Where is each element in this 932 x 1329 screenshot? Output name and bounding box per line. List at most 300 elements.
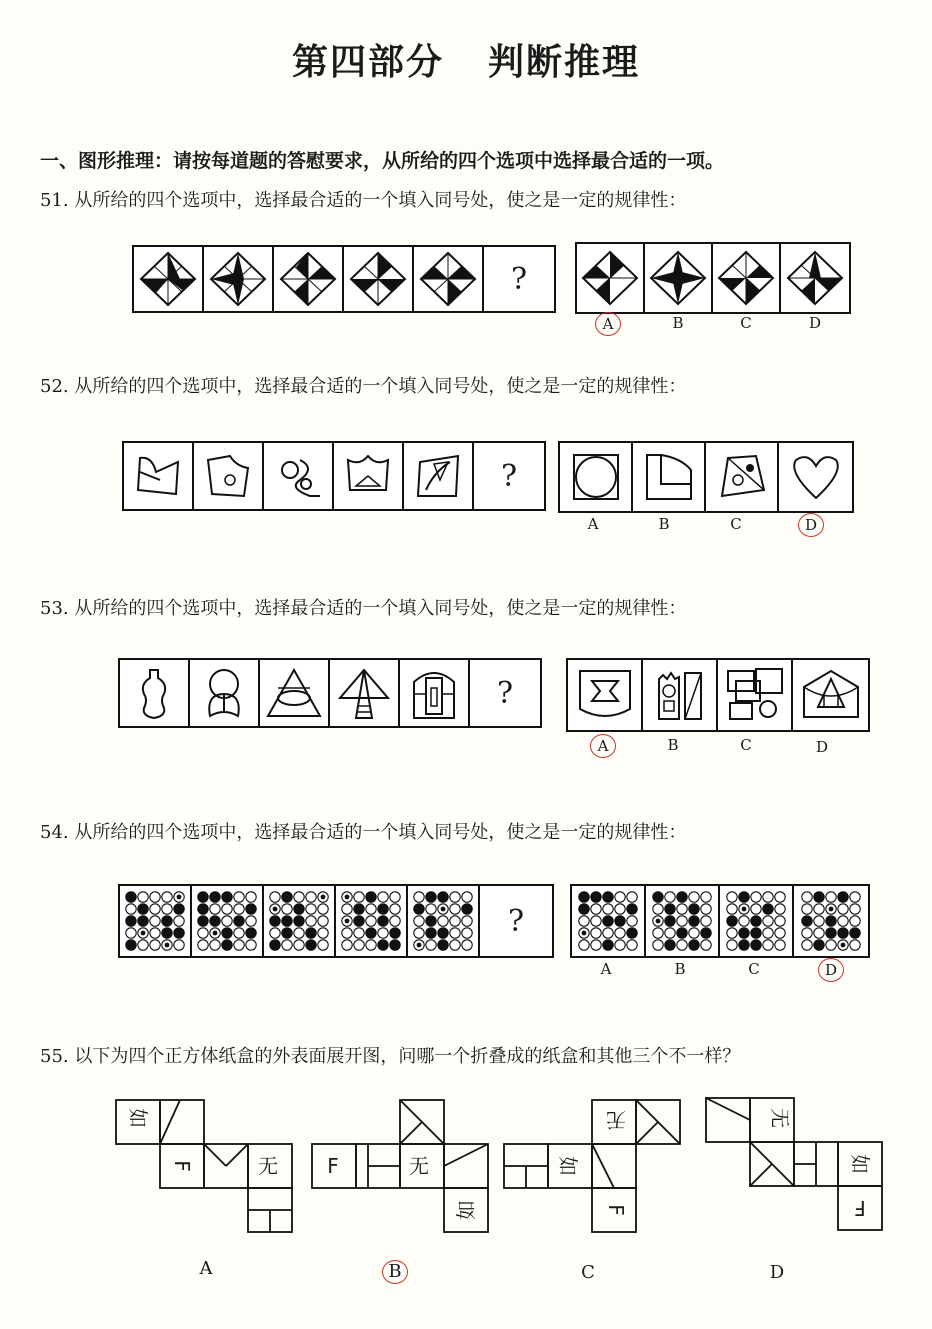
net-b-face-ru: 如	[454, 1200, 478, 1220]
grid-circle	[579, 904, 589, 914]
grid-circle	[627, 892, 637, 902]
net-a-face-wu: 无	[258, 1154, 278, 1178]
question-52-text: 52. 从所给的四个选项中，选择最合适的一个填入同号处，使之是一定的规律性：	[40, 376, 687, 397]
grid-circle	[677, 940, 687, 950]
question-52-options	[558, 441, 854, 513]
grid-circle	[426, 916, 436, 926]
grid-circle	[354, 916, 364, 926]
option-figure-b[interactable]	[643, 660, 718, 730]
grid-circle-dot	[345, 895, 350, 900]
grid-circle	[677, 916, 687, 926]
grid-circle	[615, 904, 625, 914]
grid-circle	[162, 928, 172, 938]
option-label-b: B	[672, 314, 684, 332]
figure-cell	[330, 660, 400, 726]
grid-circle	[246, 904, 256, 914]
option-label-a: A	[199, 1258, 213, 1279]
grid-circle	[222, 940, 232, 950]
grid-circle	[282, 940, 292, 950]
grid-circle	[126, 916, 136, 926]
grid-circle	[814, 940, 824, 950]
grid-circle	[126, 940, 136, 950]
grid-circle	[294, 904, 304, 914]
net-c-face-f: F	[604, 1204, 628, 1216]
grid-circle	[826, 928, 836, 938]
question-52-sequence	[122, 441, 546, 511]
grid-circle	[763, 928, 773, 938]
grid-circle	[246, 916, 256, 926]
grid-circle	[198, 940, 208, 950]
grid-circle	[751, 904, 761, 914]
grid-circle	[270, 928, 280, 938]
question-mark: ?	[507, 903, 525, 939]
option-figure-a[interactable]	[572, 886, 646, 956]
grid-circle	[378, 904, 388, 914]
grid-circle	[763, 892, 773, 902]
figure-cell	[344, 247, 414, 311]
grid-circle-dot	[841, 943, 846, 948]
option-label-c: C	[740, 314, 752, 332]
figure-cell	[274, 247, 344, 311]
figure-cell	[414, 247, 484, 311]
grid-circle	[282, 916, 292, 926]
grid-circle	[579, 916, 589, 926]
figure-cell	[192, 886, 264, 956]
grid-circle	[775, 904, 785, 914]
question-54-text: 54. 从所给的四个选项中，选择最合适的一个填入同号处，使之是一定的规律性：	[40, 822, 687, 843]
grid-circle	[234, 904, 244, 914]
grid-circle	[689, 892, 699, 902]
grid-circle	[653, 928, 663, 938]
grid-circle	[210, 940, 220, 950]
question-mark: ?	[510, 261, 528, 297]
grid-circle	[701, 904, 711, 914]
grid-circle	[751, 892, 761, 902]
option-figure-b[interactable]	[633, 443, 706, 511]
grid-circle	[210, 892, 220, 902]
grid-circle	[462, 904, 472, 914]
option-label-a: A	[590, 734, 616, 758]
grid-circle	[450, 904, 460, 914]
grid-circle-dot	[177, 895, 182, 900]
grid-circle	[701, 892, 711, 902]
grid-circle	[282, 892, 292, 902]
grid-circle	[689, 928, 699, 938]
option-figure-c[interactable]	[718, 660, 793, 730]
grid-circle	[653, 940, 663, 950]
option-label-b: B	[382, 1260, 408, 1284]
grid-circle	[270, 916, 280, 926]
grid-circle	[689, 940, 699, 950]
grid-circle	[282, 904, 292, 914]
grid-circle	[850, 904, 860, 914]
grid-circle	[366, 916, 376, 926]
grid-circle	[366, 904, 376, 914]
grid-circle	[390, 892, 400, 902]
grid-circle	[246, 892, 256, 902]
figure-cell	[264, 886, 336, 956]
figure-cell	[400, 660, 470, 726]
page-title	[0, 34, 932, 85]
grid-circle	[739, 928, 749, 938]
option-label-a: A	[600, 960, 612, 978]
grid-circle	[138, 940, 148, 950]
grid-circle	[210, 904, 220, 914]
grid-circle	[294, 940, 304, 950]
grid-circle	[462, 892, 472, 902]
grid-circle	[615, 916, 625, 926]
grid-circle	[438, 928, 448, 938]
grid-circle	[366, 892, 376, 902]
grid-circle	[579, 892, 589, 902]
grid-circle	[390, 940, 400, 950]
net-a-face-ru: 如	[126, 1108, 150, 1128]
grid-circle	[627, 904, 637, 914]
option-figure-d[interactable]	[779, 443, 852, 511]
grid-circle	[727, 940, 737, 950]
grid-circle	[591, 892, 601, 902]
grid-circle	[234, 940, 244, 950]
figure-cell	[404, 443, 474, 509]
grid-circle	[426, 904, 436, 914]
grid-circle	[318, 916, 328, 926]
grid-circle	[615, 928, 625, 938]
grid-circle	[318, 928, 328, 938]
grid-circle-dot	[321, 895, 326, 900]
question-51-sequence	[132, 245, 556, 313]
grid-circle	[354, 904, 364, 914]
question-54-sequence	[118, 884, 554, 958]
grid-circle	[198, 928, 208, 938]
grid-circle	[246, 940, 256, 950]
grid-circle	[354, 892, 364, 902]
grid-circle	[414, 892, 424, 902]
grid-circle	[591, 928, 601, 938]
question-53-options	[566, 658, 870, 732]
grid-circle	[739, 916, 749, 926]
option-label-d: D	[798, 513, 824, 537]
grid-circle	[603, 940, 613, 950]
grid-circle	[378, 916, 388, 926]
grid-circle	[318, 940, 328, 950]
grid-circle	[701, 928, 711, 938]
option-label-c: C	[581, 1262, 595, 1283]
figure-cell	[124, 443, 194, 509]
grid-circle	[615, 892, 625, 902]
grid-circle-dot	[829, 907, 834, 912]
grid-circle	[677, 904, 687, 914]
figure-cell	[134, 247, 204, 311]
grid-circle	[306, 892, 316, 902]
grid-circle	[162, 892, 172, 902]
grid-circle	[366, 940, 376, 950]
option-figure-c[interactable]	[720, 886, 794, 956]
grid-circle	[802, 928, 812, 938]
grid-circle	[591, 916, 601, 926]
grid-circle	[294, 892, 304, 902]
grid-circle	[850, 940, 860, 950]
grid-circle	[751, 916, 761, 926]
grid-circle	[802, 892, 812, 902]
grid-circle	[689, 904, 699, 914]
grid-circle	[665, 940, 675, 950]
grid-circle	[354, 940, 364, 950]
grid-circle-dot	[582, 931, 587, 936]
grid-circle	[282, 928, 292, 938]
option-figure-d[interactable]	[781, 244, 849, 312]
grid-circle	[462, 940, 472, 950]
option-label-d: D	[815, 738, 829, 756]
grid-circle	[850, 892, 860, 902]
grid-circle	[390, 928, 400, 938]
grid-circle	[603, 916, 613, 926]
grid-circle	[689, 916, 699, 926]
grid-circle	[150, 904, 160, 914]
grid-circle	[294, 928, 304, 938]
net-a-face-f: F	[170, 1160, 194, 1172]
grid-circle	[234, 892, 244, 902]
grid-circle	[306, 904, 316, 914]
grid-circle	[450, 916, 460, 926]
grid-circle	[126, 904, 136, 914]
grid-circle	[802, 940, 812, 950]
option-label-b: B	[667, 736, 679, 754]
grid-circle	[126, 892, 136, 902]
question-mark: ?	[500, 458, 518, 494]
net-d-face-ru: 如	[848, 1154, 872, 1174]
option-label-a: A	[595, 312, 621, 336]
grid-circle	[414, 904, 424, 914]
net-c-face-ru: 如	[556, 1156, 580, 1176]
grid-circle	[739, 892, 749, 902]
grid-circle	[174, 928, 184, 938]
question-54-options	[570, 884, 870, 958]
grid-circle	[234, 928, 244, 938]
grid-circle	[426, 928, 436, 938]
figure-cell	[264, 443, 334, 509]
option-figure-a[interactable]	[560, 443, 633, 511]
grid-circle	[138, 892, 148, 902]
grid-circle	[390, 904, 400, 914]
grid-circle	[751, 940, 761, 950]
option-label-a: A	[587, 515, 599, 533]
net-b-face-wu: 无	[409, 1154, 429, 1178]
grid-circle	[270, 892, 280, 902]
figure-cell	[260, 660, 330, 726]
grid-circle	[138, 904, 148, 914]
grid-circle	[763, 904, 773, 914]
grid-circle	[665, 916, 675, 926]
grid-circle	[354, 928, 364, 938]
question-51-text: 51. 从所给的四个选项中，选择最合适的一个填入同号处，使之是一定的规律性：	[40, 190, 687, 211]
grid-circle	[615, 940, 625, 950]
grid-circle	[198, 904, 208, 914]
question-51-options	[575, 242, 851, 314]
grid-circle	[246, 928, 256, 938]
grid-circle	[838, 904, 848, 914]
grid-circle	[627, 928, 637, 938]
grid-circle	[627, 940, 637, 950]
grid-circle	[677, 892, 687, 902]
grid-circle	[138, 916, 148, 926]
grid-circle	[763, 916, 773, 926]
grid-circle	[751, 928, 761, 938]
grid-circle	[727, 904, 737, 914]
figure-cell	[336, 886, 408, 956]
grid-circle	[126, 928, 136, 938]
grid-circle	[234, 916, 244, 926]
grid-circle	[591, 940, 601, 950]
grid-circle	[591, 904, 601, 914]
grid-circle	[222, 892, 232, 902]
grid-circle-dot	[441, 907, 446, 912]
grid-circle	[342, 928, 352, 938]
grid-circle	[414, 916, 424, 926]
grid-circle	[150, 892, 160, 902]
option-label-d: D	[818, 958, 844, 982]
grid-circle	[838, 916, 848, 926]
grid-circle	[838, 928, 848, 938]
grid-circle	[378, 892, 388, 902]
grid-circle	[306, 940, 316, 950]
grid-circle	[426, 892, 436, 902]
question-mark: ?	[496, 675, 514, 711]
grid-circle	[426, 940, 436, 950]
figure-cell	[190, 660, 260, 726]
net-b-face-f: F	[327, 1154, 339, 1178]
grid-circle	[198, 916, 208, 926]
grid-circle-dot	[742, 907, 747, 912]
grid-circle	[850, 928, 860, 938]
grid-circle	[462, 916, 472, 926]
grid-circle	[438, 892, 448, 902]
grid-circle	[198, 892, 208, 902]
grid-circle	[775, 916, 785, 926]
grid-circle	[653, 892, 663, 902]
option-figure-a[interactable]	[568, 660, 643, 730]
subject-label: 判断推理	[488, 42, 641, 83]
grid-circle	[150, 940, 160, 950]
grid-circle-dot	[141, 931, 146, 936]
grid-circle	[390, 916, 400, 926]
grid-circle	[701, 940, 711, 950]
grid-circle	[739, 940, 749, 950]
option-label-d: D	[769, 1262, 785, 1283]
grid-circle	[603, 928, 613, 938]
option-label-b: B	[674, 960, 686, 978]
grid-circle	[826, 940, 836, 950]
grid-circle	[438, 940, 448, 950]
grid-circle	[814, 928, 824, 938]
grid-circle	[763, 940, 773, 950]
grid-circle	[378, 928, 388, 938]
grid-circle	[222, 928, 232, 938]
grid-circle	[665, 892, 675, 902]
grid-circle	[174, 916, 184, 926]
grid-circle	[222, 916, 232, 926]
grid-circle	[222, 904, 232, 914]
figure-cell	[204, 247, 274, 311]
grid-circle	[603, 892, 613, 902]
option-label-c: C	[730, 515, 742, 533]
grid-circle	[342, 904, 352, 914]
grid-circle-dot	[273, 907, 278, 912]
grid-circle	[802, 904, 812, 914]
option-figure-a[interactable]	[577, 244, 645, 312]
net-d-face-wu: 无	[768, 1108, 792, 1128]
grid-circle	[294, 916, 304, 926]
grid-circle	[306, 928, 316, 938]
grid-circle	[210, 916, 220, 926]
grid-circle	[366, 928, 376, 938]
grid-circle	[579, 940, 589, 950]
grid-circle	[438, 916, 448, 926]
part-label: 第四部分	[291, 42, 444, 83]
option-figure-b[interactable]	[645, 244, 713, 312]
option-figure-d[interactable]	[794, 886, 868, 956]
net-c-face-wu: 无	[606, 1108, 626, 1132]
grid-circle-dot	[165, 943, 170, 948]
grid-circle-dot	[345, 919, 350, 924]
grid-circle	[677, 928, 687, 938]
grid-circle-dot	[656, 919, 661, 924]
net-d-face-f: F	[854, 1196, 866, 1220]
grid-circle	[150, 928, 160, 938]
option-label-d: D	[808, 314, 822, 332]
grid-circle	[814, 916, 824, 926]
option-figure-b[interactable]	[646, 886, 720, 956]
grid-circle	[838, 892, 848, 902]
figure-cell	[194, 443, 264, 509]
option-label-c: C	[748, 960, 760, 978]
grid-circle-dot	[213, 931, 218, 936]
grid-circle	[814, 892, 824, 902]
grid-circle	[462, 928, 472, 938]
grid-circle	[162, 904, 172, 914]
grid-circle	[701, 916, 711, 926]
figure-cell	[120, 886, 192, 956]
grid-circle	[342, 940, 352, 950]
option-figure-c[interactable]	[706, 443, 779, 511]
grid-circle	[378, 940, 388, 950]
grid-circle	[627, 916, 637, 926]
grid-circle	[727, 916, 737, 926]
grid-circle	[653, 904, 663, 914]
figure-cell	[120, 660, 190, 726]
question-53-text: 53. 从所给的四个选项中，选择最合适的一个填入同号处，使之是一定的规律性：	[40, 598, 687, 619]
option-label-c: C	[740, 736, 752, 754]
option-figure-c[interactable]	[713, 244, 781, 312]
grid-circle	[850, 916, 860, 926]
grid-circle	[603, 904, 613, 914]
grid-circle	[727, 892, 737, 902]
grid-circle	[826, 892, 836, 902]
grid-circle	[665, 928, 675, 938]
grid-circle	[450, 892, 460, 902]
grid-circle	[450, 928, 460, 938]
option-label-b: B	[658, 515, 670, 533]
grid-circle	[174, 940, 184, 950]
grid-circle	[414, 928, 424, 938]
grid-circle	[775, 892, 785, 902]
grid-circle	[150, 916, 160, 926]
option-figure-d[interactable]	[793, 660, 868, 730]
question-55-text: 55. 以下为四个正方体纸盒的外表面展开图，问哪一个折叠成的纸盒和其他三个不一样？	[40, 1046, 741, 1067]
grid-circle	[162, 916, 172, 926]
grid-circle-dot	[417, 943, 422, 948]
grid-circle	[775, 928, 785, 938]
grid-circle	[270, 940, 280, 950]
